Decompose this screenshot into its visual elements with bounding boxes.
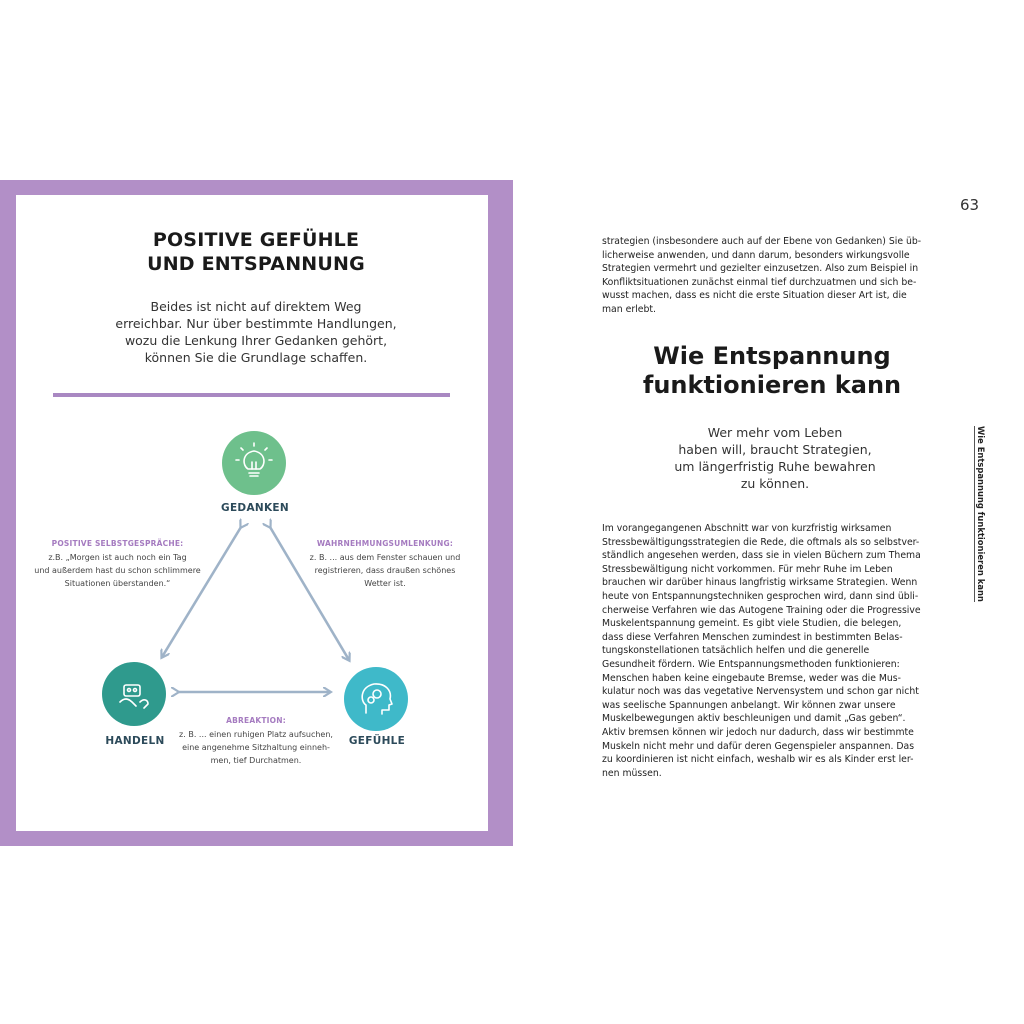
text-line: tungskonstellationen tatsächlich helfen und die generelle	[602, 645, 870, 657]
text-line: eine angenehme Sitzhaltung einneh-	[182, 743, 330, 752]
gefuehle-circle	[344, 667, 408, 731]
title-line: POSITIVE GEFÜHLE	[152, 229, 360, 251]
intro-line: können Sie die Grundlage schaffen.	[144, 350, 368, 365]
handeln-circle	[102, 662, 166, 726]
running-header	[972, 426, 988, 602]
text-line: z.B. „Morgen ist auch noch ein Tag	[48, 553, 187, 562]
wahrnehmung-heading: WAHRNEHMUNGSUMLENKUNG:	[316, 539, 454, 548]
text-line: strategien (insbesondere auch auf der Ebene von Gedanken) Sie üb-	[602, 236, 922, 247]
text-line: wusst machen, dass es nicht die erste Situation dieser Art ist, die	[602, 290, 907, 302]
hands-icon	[102, 662, 166, 726]
section-intro	[640, 424, 910, 492]
lightbulb-icon	[222, 431, 286, 495]
text-line: Muskelentspannung gemeint. Es gibt viele Studien, die belegen,	[602, 618, 902, 630]
text-line: heute von Entspannungstechniken gesprochen wird, dann sind übli-	[602, 590, 919, 602]
text-line: Gesundheit fördern. Wie Entspannungsmethoden funktionieren:	[602, 658, 900, 670]
text-line: cherweise Verfahren wie das Autogene Training oder die Progressive	[602, 604, 921, 616]
text-line: Muskelbewegungen aktiv beschleunigen und damit „Gas geben“.	[602, 713, 906, 725]
text-line: Muskeln nicht mehr und dafür deren Gegenspieler anspannen. Das	[602, 740, 915, 752]
abreaktion-text	[166, 728, 346, 767]
text-line: kulatur noch was das vegetative Nervensystem und schon gar nicht	[602, 686, 919, 698]
text-line: Stressbewältigung nicht vorkommen. Für mehr Ruhe im Leben	[602, 563, 893, 575]
page-number: 63	[960, 196, 980, 214]
text-line: registrieren, dass draußen schönes	[314, 566, 456, 575]
paragraph-main	[602, 522, 942, 780]
selbstgespraeche-heading: POSITIVE SELBSTGESPRÄCHE:	[51, 539, 184, 548]
text-line: man erlebt.	[602, 303, 656, 315]
text-line: Aktiv bremsen können wir jedoch nur dadurch, dass wir bestimmte	[602, 726, 914, 738]
heading-line: funktionieren kann	[642, 371, 902, 399]
handeln-label: HANDELN	[105, 735, 165, 747]
intro-line: wozu die Lenkung Ihrer Gedanken gehört,	[124, 333, 388, 348]
intro-line: um längerfristig Ruhe bewahren	[674, 459, 876, 474]
paragraph-top	[602, 235, 942, 317]
abreaktion-heading: ABREAKTION:	[226, 716, 286, 725]
intro-line: zu können.	[740, 476, 810, 491]
text-line: Wetter ist.	[364, 579, 406, 588]
text-line: z. B. ... einen ruhigen Platz aufsuchen,	[179, 730, 333, 739]
text-line: dass diese Verfahren Menschen zumindest in bestimmten Belas-	[602, 631, 903, 643]
text-line: nen müssen.	[602, 767, 662, 779]
text-line: Konfliktsituationen zunächst einmal tief durchzuatmen und sich be-	[602, 276, 917, 288]
text-line: Im vorangegangenen Abschnitt war von kurzfristig wirksamen	[602, 523, 892, 534]
head-smiley-icon	[344, 667, 408, 731]
text-line: men, tief Durchatmen.	[210, 756, 302, 765]
text-line: zu koordinieren ist nicht einfach, weshalb wir es als Kinder erst ler-	[602, 754, 914, 766]
intro-line: haben will, braucht Strategien,	[678, 442, 872, 457]
intro-line: erreichbar. Nur über bestimmte Handlungen,	[115, 316, 397, 331]
heading-line: Wie Entspannung	[653, 342, 891, 370]
text-line: licherweise anwenden, und dann darum, besonders wirkungsvolle	[602, 249, 910, 261]
selbstgespraeche-text	[30, 551, 205, 590]
text-line: z. B. ... aus dem Fenster schauen und	[309, 553, 461, 562]
text-line: Menschen haben keine eingebaute Bremse, weder was die Mus-	[602, 672, 901, 684]
section-heading	[600, 342, 944, 400]
text-line: Strategien vermehrt und gezielter einzusetzen. Also zum Beispiel in	[602, 263, 919, 275]
intro-line: Beides ist nicht auf direktem Weg	[150, 299, 362, 314]
gedanken-label: GEDANKEN	[221, 502, 289, 514]
text-line: ständlich angesehen werden, dass sie in vielen Büchern zum Thema	[602, 550, 921, 562]
gefuehle-label: GEFÜHLE	[348, 735, 406, 747]
title-line: UND ENTSPANNUNG	[147, 253, 365, 275]
text-line: brauchen wir darüber hinaus langfristig wirksame Strategien. Wenn	[602, 577, 918, 589]
text-line: was seelische Spannungen anbelangt. Wir können zwar unsere	[602, 699, 896, 711]
intro-line: Wer mehr vom Leben	[707, 425, 843, 440]
text-line: Stressbewältigungsstrategien die Rede, die oftmals als so selbstver-	[602, 536, 920, 548]
text-line: Situationen überstanden.“	[64, 579, 171, 588]
gedanken-circle	[222, 431, 286, 495]
running-header-text: Wie Entspannung funktionieren kann	[976, 426, 986, 602]
text-line: und außerdem hast du schon schlimmere	[34, 566, 201, 575]
wahrnehmung-text	[305, 551, 465, 590]
